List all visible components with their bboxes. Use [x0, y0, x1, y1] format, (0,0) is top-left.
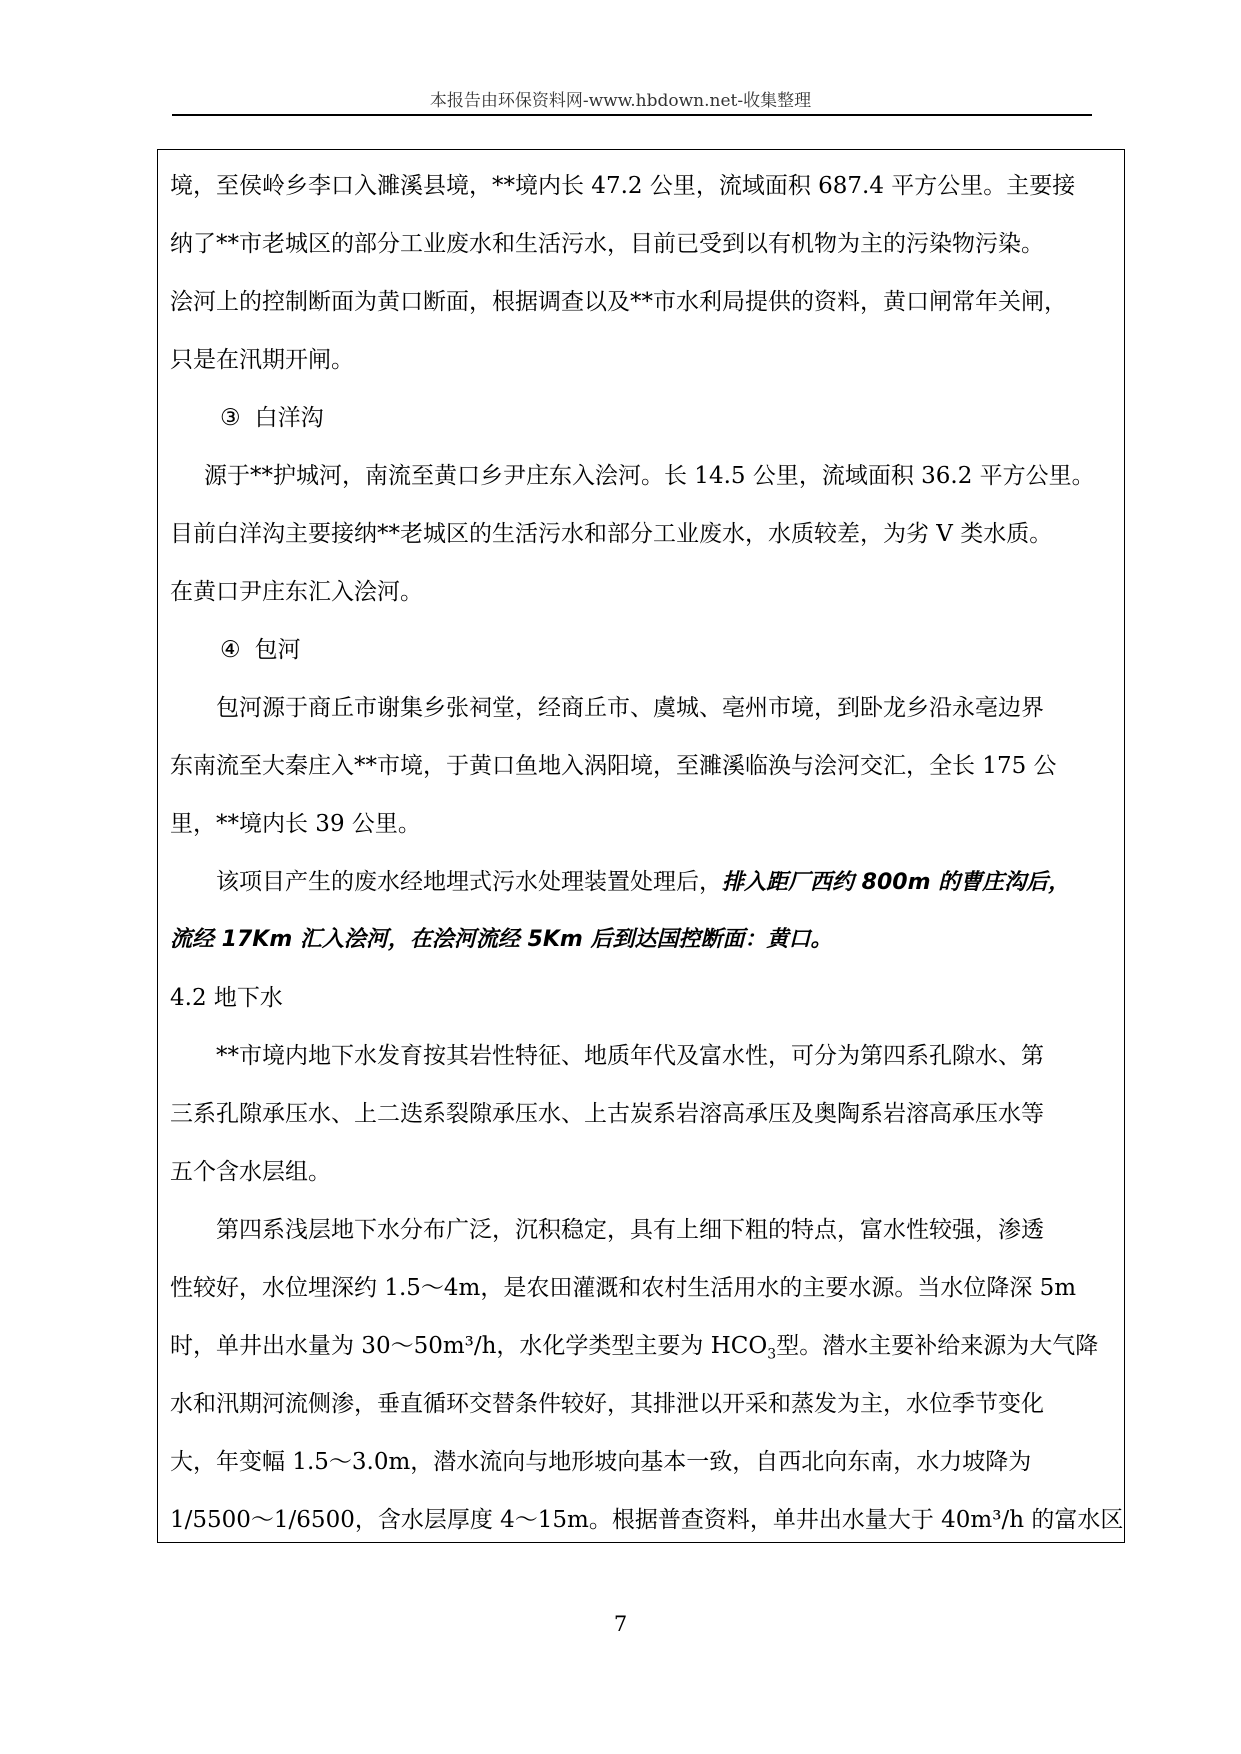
- plain-text: 该项目产生的废水经地埋式污水处理装置处理后，: [216, 869, 722, 895]
- paragraph-line: 大，年变幅 1.5～3.0m，潜水流向与地形坡向基本一致，自西北向东南，水力坡降为: [170, 1449, 1032, 1475]
- heading-text: 白洋沟: [254, 405, 324, 431]
- paragraph-line: 性较好，水位埋深约 1.5～4m，是农田灌溉和农村生活用水的主要水源。当水位降深 5m: [170, 1275, 1077, 1301]
- heading-text: 包河: [254, 637, 301, 663]
- paragraph-line: 东南流至大秦庄入**市境，于黄口鱼地入涡阳境，至濉溪临涣与浍河交汇，全长 175 公: [170, 753, 1057, 779]
- plain-text: 型。潜水主要补给来源为大气降: [776, 1333, 1099, 1359]
- paragraph-line: 源于**护城河，南流至黄口乡尹庄东入浍河。长 14.5 公里，流域面积 36.2 平方公里。: [204, 463, 1095, 489]
- paragraph-line: 浍河上的控制断面为黄口断面，根据调查以及**市水利局提供的资料，黄口闸常年关闸，: [170, 289, 1067, 315]
- paragraph-line: 水和汛期河流侧渗，垂直循环交替条件较好，其排泄以开采和蒸发为主，水位季节变化: [170, 1391, 1044, 1417]
- paragraph-line: 里，**境内长 39 公里。: [170, 811, 421, 837]
- paragraph-line: [170, 1323, 1118, 1381]
- paragraph-line: 1/5500～1/6500，含水层厚度 4～15m。根据普查资料，单井出水量大于 40m³/h 的富水区: [170, 1507, 1124, 1533]
- header-rule: [172, 114, 1092, 116]
- paragraph-line: 三系孔隙承压水、上二迭系裂隙承压水、上古炭系岩溶高承压及奥陶系岩溶高承压水等: [170, 1101, 1044, 1127]
- emphasized-text: 排入距厂西约 800m 的曹庄沟后，: [722, 870, 1071, 895]
- paragraph-line: **市境内地下水发育按其岩性特征、地质年代及富水性，可分为第四系孔隙水、第: [216, 1043, 1044, 1069]
- subscript: 3: [767, 1346, 777, 1363]
- emphasized-line: 流经 17Km 汇入浍河，在浍河流经 5Km 后到达国控断面：黄口。: [170, 927, 833, 952]
- paragraph-line: 只是在汛期开闸。: [170, 347, 354, 373]
- paragraph-line: 五个含水层组。: [170, 1159, 331, 1185]
- paragraph-line: 第四系浅层地下水分布广泛，沉积稳定，具有上细下粗的特点，富水性较强，渗透: [216, 1217, 1044, 1243]
- plain-text: 时，单井出水量为 30～50m³/h，水化学类型主要为 HCO: [170, 1333, 768, 1359]
- section-heading-baohe: [170, 627, 1118, 685]
- document-body: [170, 163, 1124, 1555]
- paragraph-line: [170, 859, 1118, 917]
- paragraph-line: 目前白洋沟主要接纳**老城区的生活污水和部分工业废水，水质较差，为劣 V 类水质。: [170, 521, 1053, 547]
- heading-number: ④: [220, 637, 241, 663]
- paragraph-line: 境，至侯岭乡李口入濉溪县境，**境内长 47.2 公里，流域面积 687.4 平方公里。主要接: [170, 173, 1076, 199]
- heading-number: ③: [220, 405, 241, 431]
- paragraph-line: 在黄口尹庄东汇入浍河。: [170, 579, 423, 605]
- paragraph-line: 包河源于商丘市谢集乡张祠堂，经商丘市、虞城、亳州市境，到卧龙乡沿永亳边界: [216, 695, 1044, 721]
- page-header: 本报告由环保资料网-www.hbdown.net-收集整理: [429, 91, 812, 111]
- section-heading-groundwater: 4.2 地下水: [170, 985, 283, 1011]
- section-heading-baiyanggou: [170, 395, 1118, 453]
- paragraph-line: 纳了**市老城区的部分工业废水和生活污水，目前已受到以有机物为主的污染物污染。: [170, 231, 1044, 257]
- page-number: 7: [613, 1612, 628, 1636]
